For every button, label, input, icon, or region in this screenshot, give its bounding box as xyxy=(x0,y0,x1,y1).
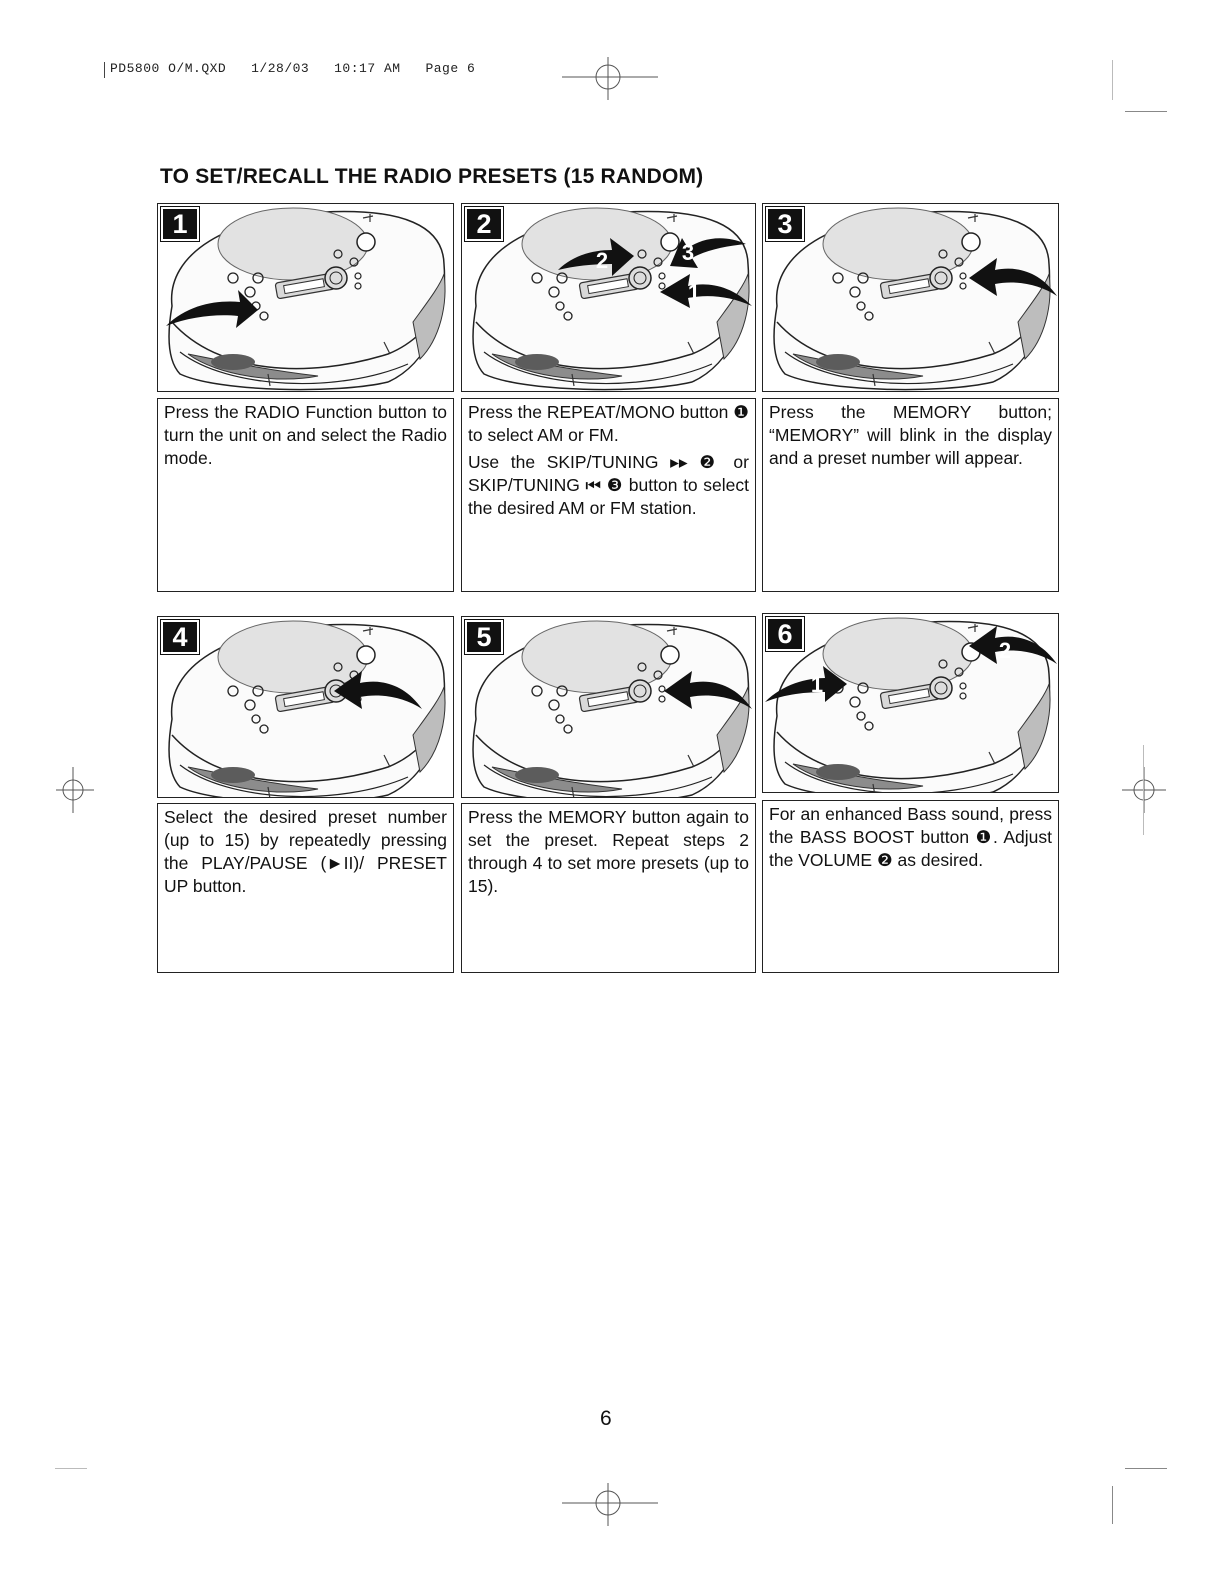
step-4-instructions xyxy=(157,803,454,973)
registration-mark-bottom xyxy=(562,1478,658,1528)
crop-mark xyxy=(1125,1468,1167,1469)
step-number-badge: 5 xyxy=(465,620,503,654)
boombox-illustration xyxy=(763,614,1059,793)
callout-number: 2 xyxy=(998,638,1012,663)
page-number: 6 xyxy=(600,1407,612,1430)
step-number-badge: 2 xyxy=(465,207,503,241)
step-number-badge: 4 xyxy=(161,620,199,654)
instruction-text: Press the RADIO Function button to turn the unit on and select the Radio mode. xyxy=(164,402,447,468)
step-number-badge: 1 xyxy=(161,207,199,241)
crop-mark xyxy=(1125,111,1167,112)
instruction-text: Select the desired preset number (up to 15) by repeatedly pressing the PLAY/PAUSE (►II)/ PRESET UP button. xyxy=(164,807,447,896)
crop-mark xyxy=(1112,60,1113,100)
step-2-illustration xyxy=(461,203,756,392)
registration-mark-top xyxy=(562,52,658,102)
step-5-instructions xyxy=(461,803,756,973)
callout-number: 1 xyxy=(810,672,824,697)
instruction-text: Press the REPEAT/MONO button ❶ to select AM or FM. xyxy=(468,402,749,445)
crop-mark xyxy=(1143,745,1144,835)
registration-mark-left xyxy=(52,765,96,815)
file-slug: PD5800 O/M.QXD 1/28/03 10:17 AM Page 6 xyxy=(110,61,476,76)
step-2-instructions xyxy=(461,398,756,592)
callout-number: 2 xyxy=(595,248,609,273)
crop-mark xyxy=(55,1468,87,1469)
step-3-illustration xyxy=(762,203,1059,392)
step-6-instructions xyxy=(762,800,1059,973)
boombox-illustration xyxy=(158,617,454,798)
step-1-instructions xyxy=(157,398,454,592)
instruction-text: Press the MEMORY button; “MEMORY” will blink in the display and a preset number will appear. xyxy=(769,402,1052,468)
crop-mark xyxy=(1112,1486,1113,1524)
step-6-illustration xyxy=(762,613,1059,793)
step-5-illustration xyxy=(461,616,756,798)
callout-number: 1 xyxy=(687,280,701,305)
registration-mark-right xyxy=(1120,765,1170,815)
callout-number: 3 xyxy=(681,240,695,265)
instruction-text: For an enhanced Bass sound, press the BASS BOOST button ❶. Adjust the VOLUME ❷ as desired. xyxy=(769,804,1052,870)
boombox-illustration xyxy=(763,204,1059,392)
boombox-illustration xyxy=(462,617,756,798)
slug-rule xyxy=(104,62,105,78)
step-number-badge: 3 xyxy=(766,207,804,241)
boombox-illustration xyxy=(158,204,454,392)
instruction-text: Press the MEMORY button again to set the preset. Repeat steps 2 through 4 to set more presets (up to 15). xyxy=(468,807,749,896)
step-4-illustration xyxy=(157,616,454,798)
step-3-instructions xyxy=(762,398,1059,592)
step-1-illustration xyxy=(157,203,454,392)
section-title: TO SET/RECALL THE RADIO PRESETS (15 RANDOM) xyxy=(160,165,704,188)
step-number-badge: 6 xyxy=(766,617,804,651)
boombox-illustration xyxy=(462,204,756,392)
instruction-text: Use the SKIP/TUNING ▸▸ ❷ or SKIP/TUNING ⏮ ❸ button to select the desired AM or FM station. xyxy=(468,452,749,518)
